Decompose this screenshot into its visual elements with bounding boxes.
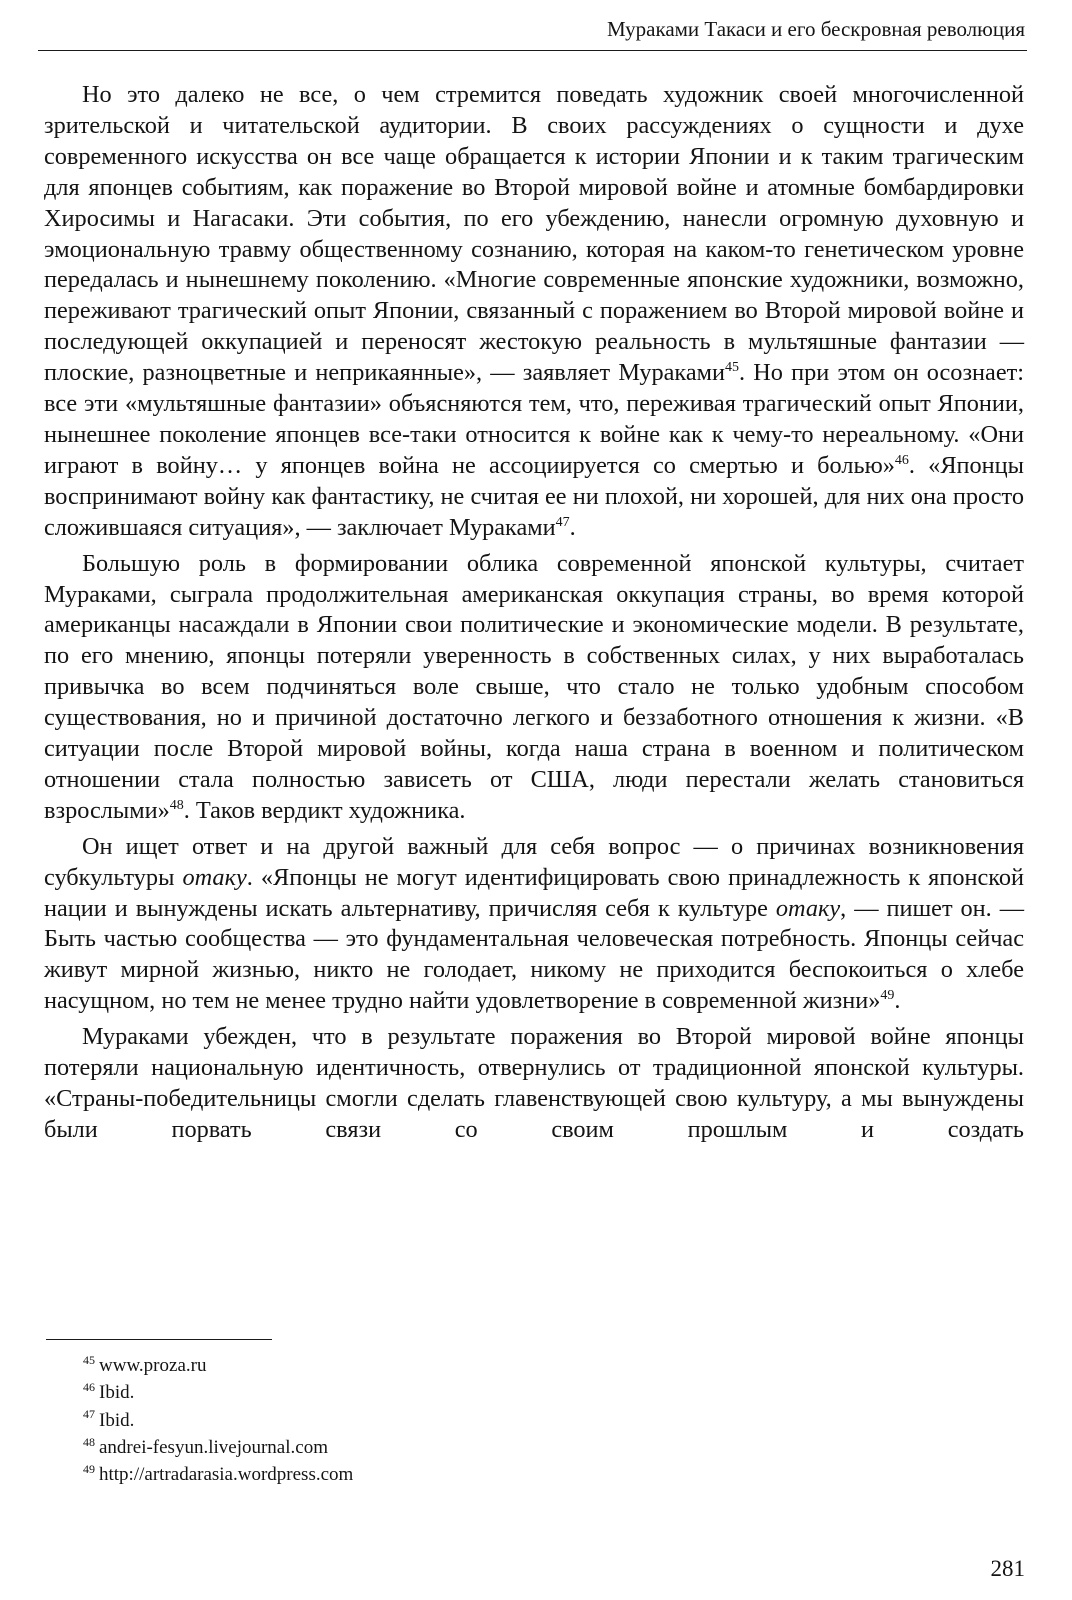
footnote xyxy=(83,1434,353,1461)
footnote-ref[interactable]: 48 xyxy=(169,797,184,813)
paragraph xyxy=(44,1022,1024,1146)
footnotes xyxy=(83,1352,353,1488)
text-run: Большую роль в формировании облика современной японской культуры, считает Мураками, сыграла продолжительная американская оккупация страны, во время которой американцы насаждали в Японии свои политические и экономические модели. В результате, по его мнению, японцы потеряли уверенность в собственных силах, у них выработалась привычка во всем подчиняться воле свыше, что стало не только удобным способом существования, но и причиной достаточно легкого и беззаботного отношения к жизни. «В ситуации после Второй мировой войны, когда наша страна в военном и политическом отношении стала полностью зависеть от США, люди перестали желать становиться взрослыми» xyxy=(44,549,1024,824)
footnote-text[interactable]: www.proza.ru xyxy=(99,1355,207,1376)
running-head: Мураками Такаси и его бескровная революция xyxy=(606,17,1025,41)
text-run: Он ищет ответ и на другой важный для себя вопрос — о причинах возникновения субкультуры xyxy=(44,832,1024,891)
footnote-text[interactable]: http://artradarasia.wordpress.com xyxy=(99,1464,354,1486)
footnote-number: 45 xyxy=(83,1352,95,1367)
footnote-ref[interactable]: 47 xyxy=(555,514,570,530)
footnote-number: 47 xyxy=(83,1407,95,1422)
page-number: 281 xyxy=(990,1556,1025,1581)
text-run: . «Японцы не могут идентифицировать свою принадлежность к японской нации и вынуждены искать альтернативу, причисляя себя к культуре xyxy=(44,863,1025,922)
paragraph xyxy=(44,80,1024,544)
paragraph xyxy=(44,549,1024,827)
footnote-text: Ibid. xyxy=(99,1409,135,1431)
footnote-rule xyxy=(46,1339,272,1340)
body-text xyxy=(44,80,1024,1151)
footnote-text[interactable]: andrei-fesyun.livejournal.com xyxy=(99,1436,328,1458)
text-run: , — пишет он. — Быть частью сообщества — это фундаментальная человеческая потребность. Японцы сейчас живут мирной жизнью, никто не голодает, никому не приходится беспокоиться о хлебе насущном, но тем не менее трудно найти удовлетворение в современной жизни» xyxy=(44,894,1024,1015)
text-run: . xyxy=(569,513,576,541)
text-run: Но это далеко не все, о чем стремится поведать художник своей многочисленной зрительской и читательской аудитории. В своих рассуждениях о сущности и духе современного искусства он все чаще обращается к истории Японии и к таким трагическим для японцев событиям, как поражение во Второй мировой войне и атомные бомбардировки Хиросимы и Нагасаки. Эти события, по его убеждению, нанесли огромную духовную и эмоциональную травму общественному сознанию, которая на каком-то генетическом уровне передалась и нынешнему поколению. «Многие современные японские художники, возможно, переживают трагический опыт Японии, связанный с поражением во Второй мировой войне и последующей оккупацией и переносят жестокую реальность в мультяшные фантазии — плоские, разноцветные и неприкаянные», — заявляет Мураками xyxy=(44,81,1024,387)
footnote-ref[interactable]: 45 xyxy=(725,360,739,376)
footnote-ref[interactable]: 46 xyxy=(894,452,909,468)
text-run: . Но при этом он осознает: все эти «мультяшные фантазии» объясняются тем, что, переживая трагический опыт Японии, нынешнее поколение японцев все-таки относится к войне как к чему-то нереальному. «Они играют в войну… у японцев война не ассоциируется со смертью и болью» xyxy=(44,359,1024,479)
footnote-number: 49 xyxy=(83,1461,95,1476)
footnote-number: 48 xyxy=(83,1434,95,1449)
text-run: . Таков вердикт художника. xyxy=(183,796,466,824)
footnote xyxy=(83,1407,353,1434)
footnote xyxy=(83,1461,353,1488)
footnote xyxy=(83,1379,353,1406)
footnote-number: 46 xyxy=(83,1379,95,1394)
paragraph xyxy=(44,832,1024,1017)
text-run: . «Японцы воспринимают войну как фантастику, не считая ее ни плохой, ни хорошей, для них она просто сложившаяся ситуация», — заключает Мураками xyxy=(44,451,1025,541)
header-rule xyxy=(38,50,1027,51)
text-run: . xyxy=(894,987,901,1015)
emphasis: отаку xyxy=(182,863,247,891)
text-run: Мураками убежден, что в результате поражения во Второй мировой войне японцы потеряли национальную идентичность, отвернулись от традиционной японской культуры. «Страны-победительницы смогли сделать главенствующей свою культуру, а мы вынуждены были порвать связи со своим прошлым и создать xyxy=(44,1023,1024,1143)
footnote-text: Ibid. xyxy=(99,1382,135,1404)
footnote xyxy=(83,1352,353,1379)
emphasis: отаку xyxy=(775,894,841,922)
footnote-ref[interactable]: 49 xyxy=(880,988,895,1004)
